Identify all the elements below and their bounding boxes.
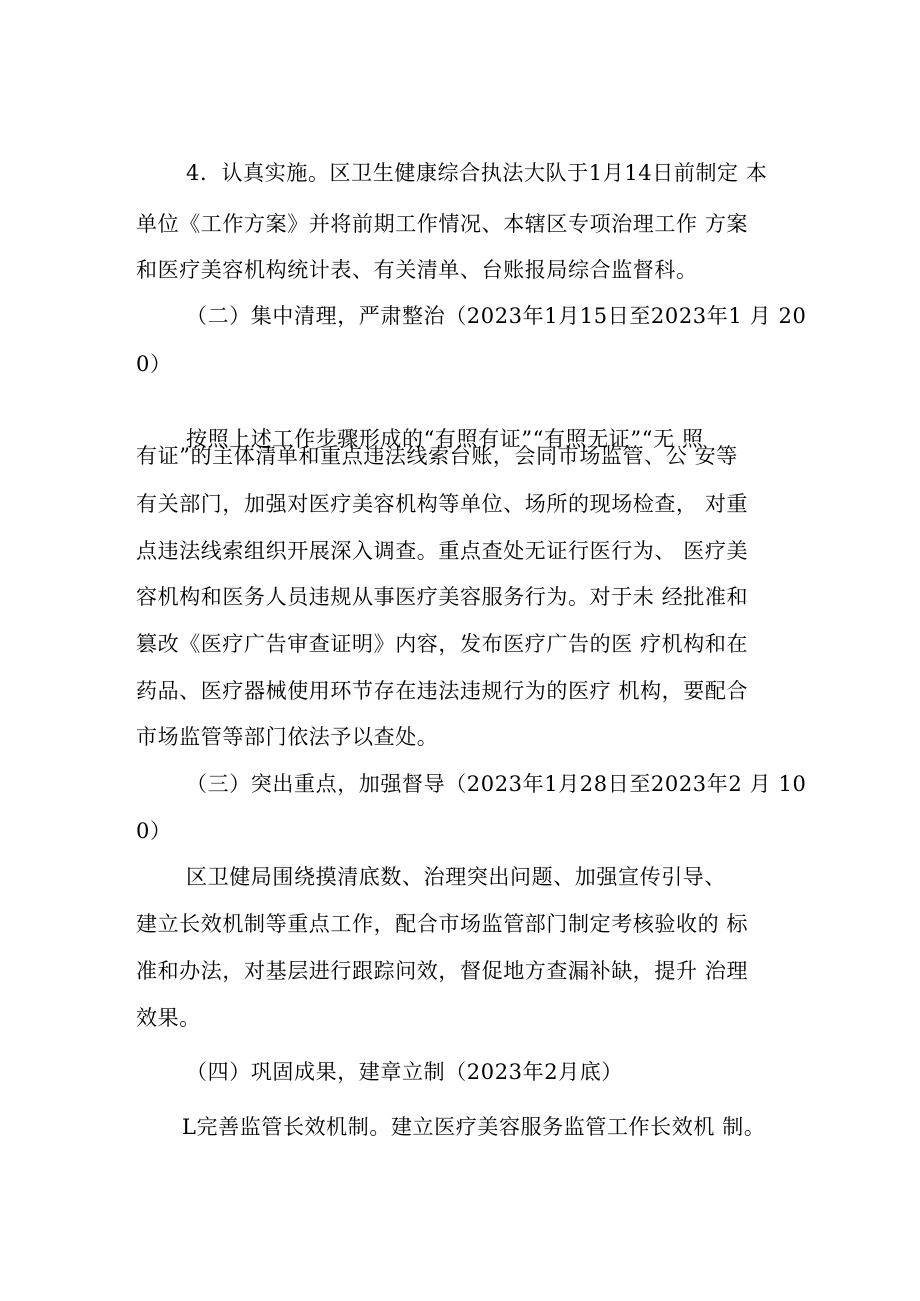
paragraph-line: 和医疗美容机构统计表、有关清单、台账报局综合监督科。 [136,258,698,282]
paragraph-line: 单位《工作方案》并将前期工作情况、本辖区专项治理工作 方案 [136,212,749,236]
paragraph-line: 点违法线索组织开展深入调查。重点查处无证行医行为、 医疗美 [136,539,749,563]
paragraph-line: 4．认真实施。区卫生健康综合执法大队于1月14日前制定 本 [186,161,768,185]
section-heading: （二）集中清理，严肃整治（2023年1月15日至2023年1 月 20 [186,304,807,328]
paragraph-line: 篡改《医疗广告审查证明》内容，发布医疗广告的医 疗机构和在 [136,632,749,656]
paragraph-line: 按照上述工作步骤形成的“有照有证”“有照无证”“无 照 [186,427,704,451]
paragraph-line: 0） [136,352,172,376]
paragraph-line: 0） [136,819,172,843]
paragraph-line: 市场监管等部门依法予以查处。 [136,725,439,749]
paragraph-line: 效果。 [136,1006,201,1030]
paragraph-line: 建立长效机制等重点工作，配合市场监管部门制定考核验收的 标 [136,912,749,936]
section-heading: （三）突出重点，加强督导（2023年1月28日至2023年2 月 10 [186,772,807,796]
paragraph-line: 准和办法，对基层进行跟踪问效，督促地方查漏补缺，提升 治理 [136,959,749,983]
paragraph-line: 有关部门，加强对医疗美容机构等单位、场所的现场检查， 对重 [136,492,749,516]
section-heading: （四）巩固成果，建章立制（2023年2月底） [186,1060,624,1084]
paragraph-line: 容机构和医务人员违规从事医疗美容服务行为。对于未 经批准和 [136,585,749,609]
paragraph-line: 区卫健局围绕摸清底数、治理突出问题、加强宣传引导、 [186,865,726,889]
paragraph-line: L完善监管长效机制。建立医疗美容服务监管工作长效机 制。 [182,1115,766,1139]
paragraph-line: 药品、医疗器械使用环节存在违法违规行为的医疗 机构，要配合 [136,679,749,703]
paragraph-line: 有证”的主体清单和重点违法线索台账，会同市场监管、公 安等 [136,444,738,468]
